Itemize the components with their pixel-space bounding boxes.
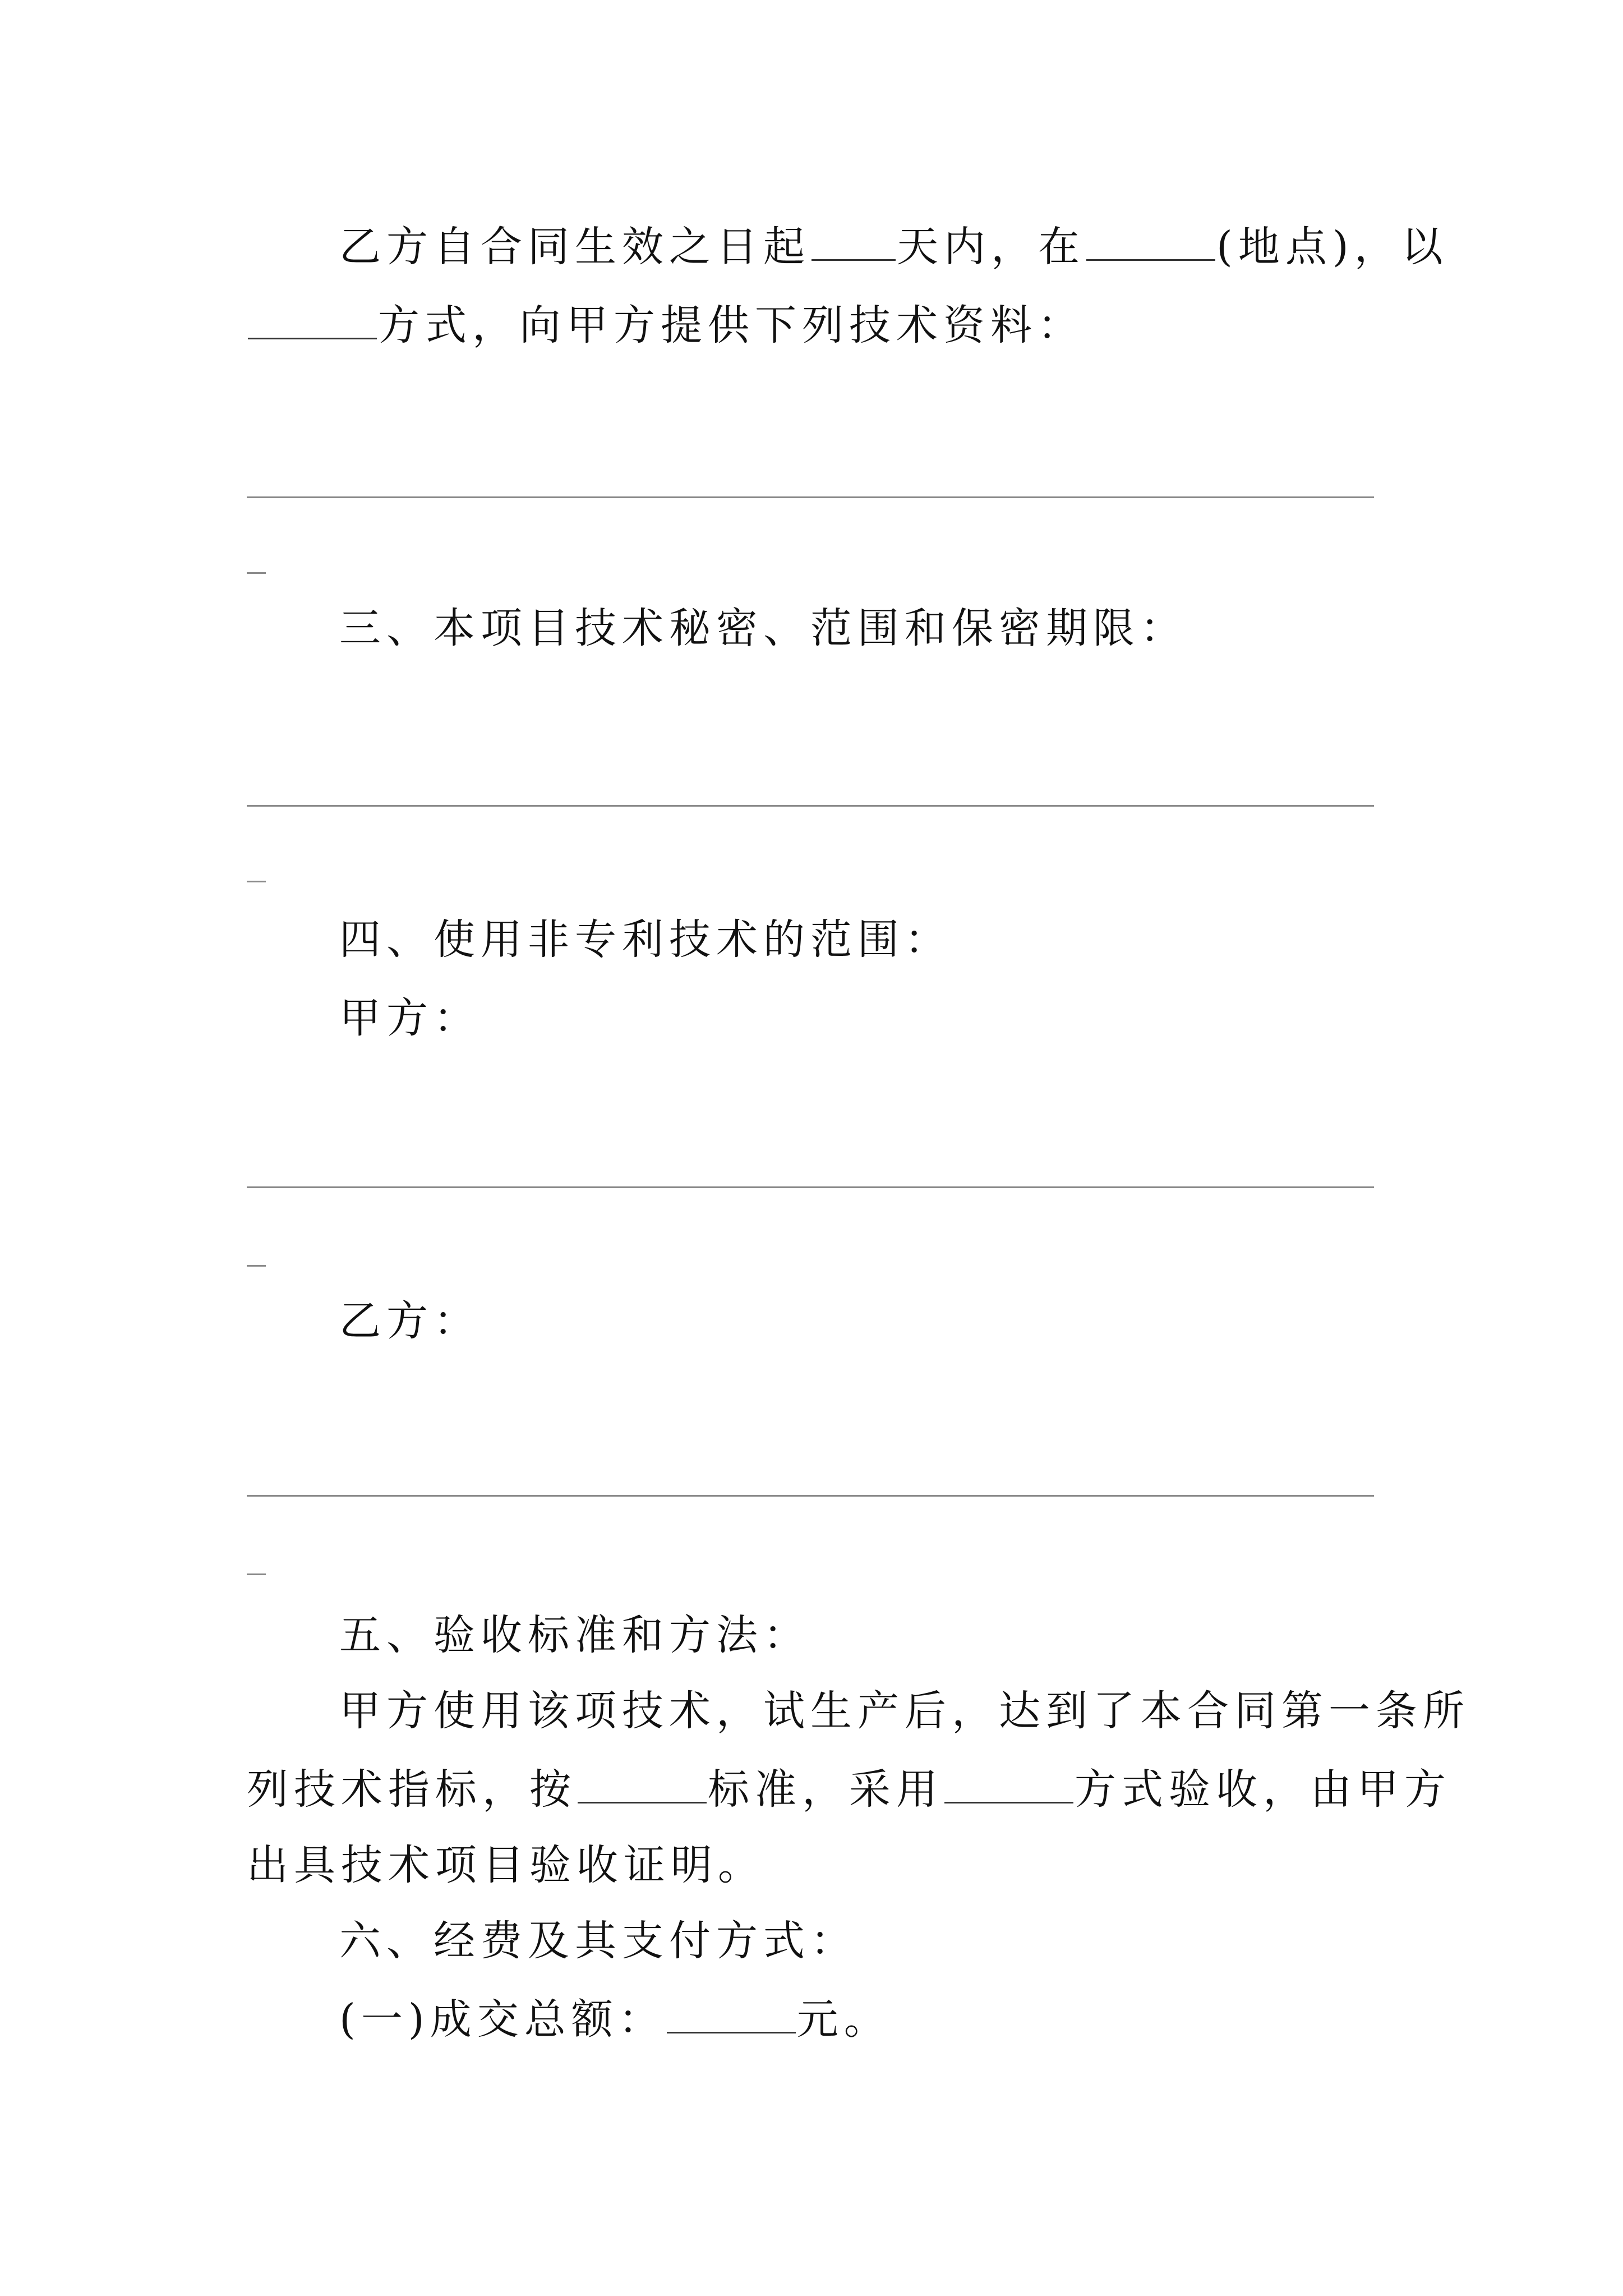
text-fragment: 标准，采用	[708, 1765, 943, 1814]
fill-in-rule[interactable]	[247, 496, 1374, 498]
fill-in-rule-end	[247, 881, 266, 882]
section-heading-5: 五、验收标准和方法：	[339, 1611, 810, 1659]
fill-blank-standard[interactable]	[578, 1768, 707, 1803]
text-fragment: 乙方自合同生效之日起	[339, 223, 810, 271]
text-fragment: 元。	[796, 1995, 891, 2044]
text-line	[339, 222, 1449, 272]
fill-blank-method[interactable]	[248, 304, 377, 339]
fill-in-rule-end	[247, 572, 266, 574]
text-line	[339, 1994, 891, 2045]
fill-in-rule[interactable]	[247, 1186, 1374, 1188]
text-line: 出具技术项目验收证明。	[247, 1841, 765, 1889]
text-fragment: 列技术指标，按	[247, 1765, 577, 1814]
party-a-label: 甲方：	[339, 994, 481, 1042]
fill-blank-total-amount[interactable]	[667, 1998, 796, 2033]
text-fragment: 方式验收，由甲方	[1075, 1765, 1451, 1814]
section-heading-4: 四、使用非专利技术的范围：	[339, 915, 952, 964]
section-heading-3: 三、本项目技术秘密、范围和保密期限：	[339, 604, 1187, 652]
fill-blank-acceptance-method[interactable]	[944, 1768, 1073, 1803]
text-line	[247, 1764, 1451, 1815]
text-fragment: 方式，向甲方提供下列技术资料：	[378, 301, 1085, 349]
text-fragment: (一)成交总额：	[339, 1995, 666, 2044]
text-fragment: (地点)，以	[1216, 223, 1449, 271]
text-fragment: 天内，在	[897, 223, 1085, 271]
fill-blank-location[interactable]	[1086, 226, 1215, 261]
fill-in-rule-end	[247, 1573, 266, 1575]
fill-in-rule[interactable]	[247, 1495, 1374, 1497]
text-line	[247, 300, 1085, 351]
fill-blank-days[interactable]	[811, 226, 896, 261]
fill-in-rule-end	[247, 1265, 266, 1267]
text-line: 甲方使用该项技术，试生产后，达到了本合同第一条所	[339, 1687, 1470, 1735]
party-b-label: 乙方：	[339, 1297, 481, 1345]
fill-in-rule[interactable]	[247, 805, 1374, 807]
section-heading-6: 六、经费及其支付方式：	[339, 1917, 857, 1965]
